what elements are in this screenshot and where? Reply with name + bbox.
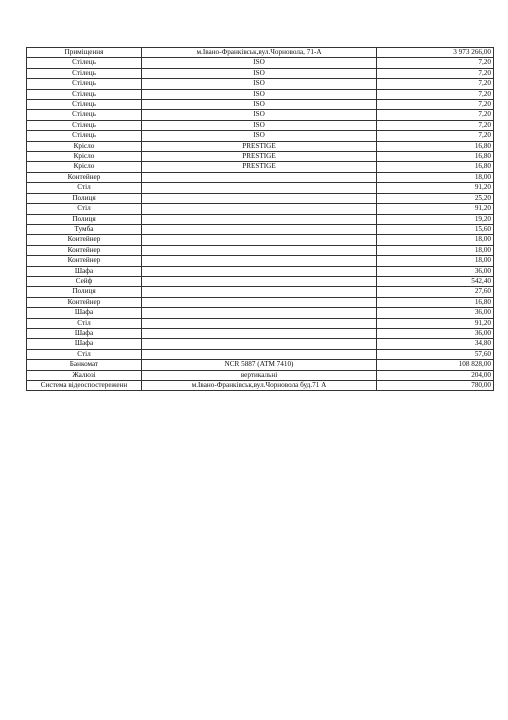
table-row xyxy=(27,79,494,89)
table-row xyxy=(27,68,494,78)
item-name-cell: Шафа xyxy=(27,308,142,318)
item-name-cell: Система відеоспостереженн xyxy=(27,381,142,391)
item-value-cell: 7,20 xyxy=(377,58,494,68)
item-description-cell xyxy=(142,266,377,276)
item-value-cell: 57,60 xyxy=(377,349,494,359)
item-description-cell: PRESTIGE xyxy=(142,141,377,151)
item-value-cell: 3 973 266,00 xyxy=(377,48,494,58)
table-row xyxy=(27,214,494,224)
item-name-cell: Крісло xyxy=(27,141,142,151)
item-value-cell: 16,80 xyxy=(377,297,494,307)
item-value-cell: 7,20 xyxy=(377,68,494,78)
item-description-cell xyxy=(142,318,377,328)
table-row xyxy=(27,308,494,318)
item-name-cell: Шафа xyxy=(27,339,142,349)
table-row xyxy=(27,266,494,276)
item-description-cell xyxy=(142,224,377,234)
item-value-cell: 34,80 xyxy=(377,339,494,349)
item-value-cell: 15,60 xyxy=(377,224,494,234)
table-row xyxy=(27,287,494,297)
table-row xyxy=(27,110,494,120)
table-row xyxy=(27,131,494,141)
item-name-cell: Стіл xyxy=(27,204,142,214)
item-name-cell: Стіл xyxy=(27,318,142,328)
table-row xyxy=(27,339,494,349)
item-name-cell: Сейф xyxy=(27,276,142,286)
table-row xyxy=(27,89,494,99)
item-name-cell: Шафа xyxy=(27,266,142,276)
table-row xyxy=(27,204,494,214)
item-value-cell: 18,00 xyxy=(377,256,494,266)
item-description-cell xyxy=(142,276,377,286)
item-name-cell: Стіл xyxy=(27,349,142,359)
table-row xyxy=(27,328,494,338)
table-row xyxy=(27,370,494,380)
item-description-cell xyxy=(142,256,377,266)
item-name-cell: Полиця xyxy=(27,193,142,203)
item-description-cell: PRESTIGE xyxy=(142,162,377,172)
item-name-cell: Контейнер xyxy=(27,256,142,266)
item-description-cell xyxy=(142,172,377,182)
item-value-cell: 7,20 xyxy=(377,131,494,141)
item-description-cell xyxy=(142,339,377,349)
table-row xyxy=(27,245,494,255)
item-value-cell: 16,80 xyxy=(377,152,494,162)
item-name-cell: Стілець xyxy=(27,79,142,89)
item-name-cell: Жалюзі xyxy=(27,370,142,380)
item-value-cell: 18,00 xyxy=(377,235,494,245)
item-name-cell: Банкомат xyxy=(27,360,142,370)
item-value-cell: 36,00 xyxy=(377,328,494,338)
item-description-cell: вертикальні xyxy=(142,370,377,380)
table-row xyxy=(27,193,494,203)
table-row xyxy=(27,58,494,68)
item-description-cell xyxy=(142,297,377,307)
item-value-cell: 18,00 xyxy=(377,245,494,255)
item-name-cell: Шафа xyxy=(27,328,142,338)
item-value-cell: 27,60 xyxy=(377,287,494,297)
item-name-cell: Контейнер xyxy=(27,172,142,182)
item-name-cell: Стілець xyxy=(27,68,142,78)
table-row xyxy=(27,349,494,359)
item-value-cell: 7,20 xyxy=(377,110,494,120)
table-row xyxy=(27,172,494,182)
item-value-cell: 19,20 xyxy=(377,214,494,224)
item-description-cell xyxy=(142,235,377,245)
table-row xyxy=(27,100,494,110)
table-row xyxy=(27,318,494,328)
table-row xyxy=(27,48,494,58)
item-name-cell: Стілець xyxy=(27,58,142,68)
table-row xyxy=(27,297,494,307)
item-name-cell: Стілець xyxy=(27,89,142,99)
item-description-cell: м.Івано-Франківськ,вул.Чорновола буд.71 А xyxy=(142,381,377,391)
table-row xyxy=(27,152,494,162)
item-value-cell: 91,20 xyxy=(377,318,494,328)
item-description-cell: ISO xyxy=(142,100,377,110)
item-description-cell: ISO xyxy=(142,79,377,89)
inventory-table xyxy=(26,47,494,391)
item-name-cell: Тумба xyxy=(27,224,142,234)
item-name-cell: Стілець xyxy=(27,131,142,141)
item-value-cell: 204,00 xyxy=(377,370,494,380)
item-description-cell xyxy=(142,193,377,203)
item-description-cell xyxy=(142,183,377,193)
item-value-cell: 36,00 xyxy=(377,266,494,276)
item-name-cell: Полиця xyxy=(27,214,142,224)
item-description-cell: ISO xyxy=(142,110,377,120)
item-value-cell: 16,80 xyxy=(377,141,494,151)
item-value-cell: 18,00 xyxy=(377,172,494,182)
item-description-cell xyxy=(142,214,377,224)
table-row xyxy=(27,224,494,234)
item-name-cell: Крісло xyxy=(27,152,142,162)
table-row xyxy=(27,141,494,151)
item-description-cell: PRESTIGE xyxy=(142,152,377,162)
item-name-cell: Крісло xyxy=(27,162,142,172)
item-name-cell: Полиця xyxy=(27,287,142,297)
item-description-cell xyxy=(142,245,377,255)
item-value-cell: 7,20 xyxy=(377,79,494,89)
item-value-cell: 7,20 xyxy=(377,100,494,110)
table-row xyxy=(27,162,494,172)
item-description-cell: м.Івано-Франківськ,вул.Чорновола, 71-А xyxy=(142,48,377,58)
item-name-cell: Контейнер xyxy=(27,245,142,255)
item-description-cell xyxy=(142,204,377,214)
item-description-cell xyxy=(142,349,377,359)
item-name-cell: Стілець xyxy=(27,100,142,110)
item-value-cell: 542,40 xyxy=(377,276,494,286)
table-row xyxy=(27,360,494,370)
item-description-cell: ISO xyxy=(142,131,377,141)
item-description-cell: ISO xyxy=(142,68,377,78)
table-row xyxy=(27,183,494,193)
item-name-cell: Контейнер xyxy=(27,297,142,307)
item-value-cell: 25,20 xyxy=(377,193,494,203)
item-description-cell: ISO xyxy=(142,89,377,99)
item-description-cell: ISO xyxy=(142,120,377,130)
item-value-cell: 16,80 xyxy=(377,162,494,172)
item-description-cell xyxy=(142,328,377,338)
item-name-cell: Приміщення xyxy=(27,48,142,58)
table-row xyxy=(27,381,494,391)
item-description-cell: ISO xyxy=(142,58,377,68)
table-row xyxy=(27,256,494,266)
item-value-cell: 91,20 xyxy=(377,183,494,193)
item-name-cell: Стіл xyxy=(27,183,142,193)
table-row xyxy=(27,235,494,245)
item-name-cell: Стілець xyxy=(27,110,142,120)
item-value-cell: 780,00 xyxy=(377,381,494,391)
table-row xyxy=(27,120,494,130)
inventory-table-body xyxy=(27,48,494,391)
item-value-cell: 7,20 xyxy=(377,89,494,99)
item-description-cell xyxy=(142,287,377,297)
item-name-cell: Контейнер xyxy=(27,235,142,245)
item-value-cell: 108 828,00 xyxy=(377,360,494,370)
item-value-cell: 7,20 xyxy=(377,120,494,130)
item-value-cell: 36,00 xyxy=(377,308,494,318)
table-row xyxy=(27,276,494,286)
item-description-cell: NCR 5887 (ATM 7410) xyxy=(142,360,377,370)
item-name-cell: Стілець xyxy=(27,120,142,130)
item-value-cell: 91,20 xyxy=(377,204,494,214)
item-description-cell xyxy=(142,308,377,318)
